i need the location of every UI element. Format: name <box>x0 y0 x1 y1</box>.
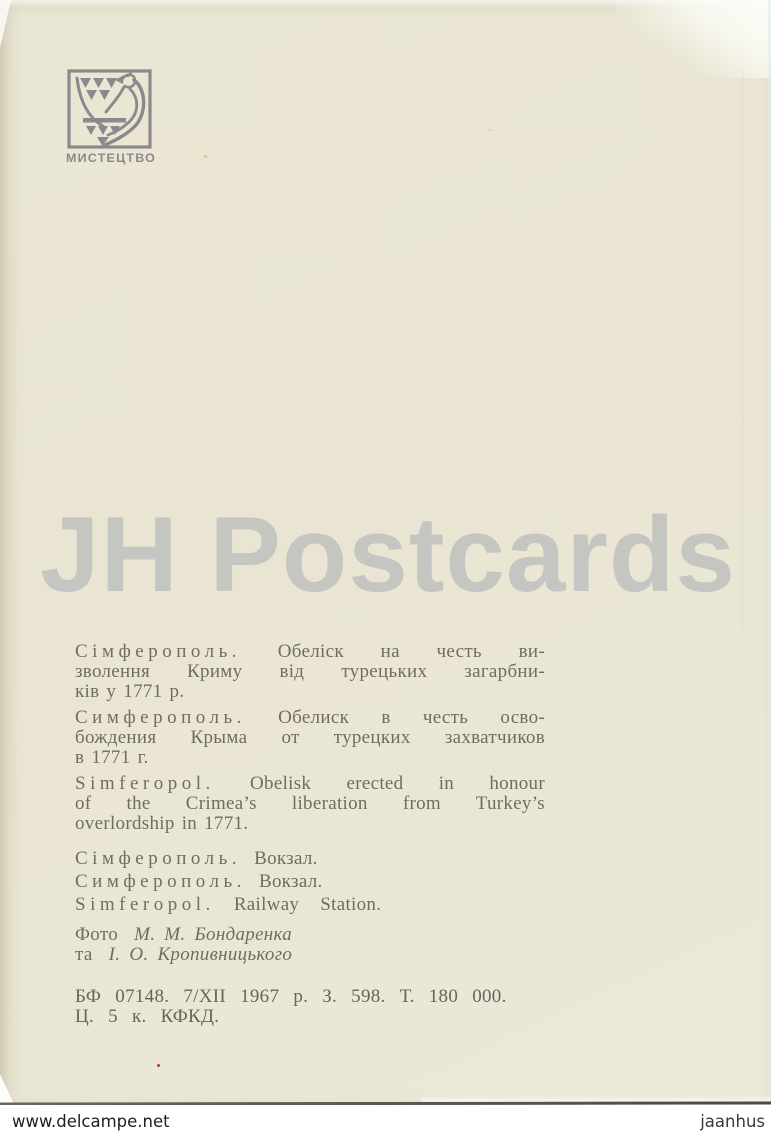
credit-label: Фото <box>75 924 119 945</box>
credit-line <box>75 925 545 945</box>
credit-line <box>75 945 545 965</box>
caption-text: Обелиск в честь осво- <box>278 707 545 728</box>
caption-text: Вокзал. <box>259 871 323 892</box>
delcampe-watermark: www.delcampe.net <box>12 1111 170 1131</box>
caption-line <box>75 708 545 728</box>
station-captions <box>75 847 545 916</box>
caption-lead-word: Сімферополь. <box>75 848 242 869</box>
caption-ukrainian <box>75 642 545 702</box>
caption-text: Обеліск на честь ви- <box>277 641 545 662</box>
publisher-emblem <box>66 69 157 165</box>
credit-label: та <box>75 944 93 965</box>
caption-line: зволення Криму від турецьких загарбни- <box>75 661 545 682</box>
photographer-name: М. М. Бондаренка <box>134 924 293 945</box>
caption-line: overlordship in 1771. <box>75 813 249 834</box>
caption-line: ків у 1771 р. <box>75 681 185 702</box>
caption-russian <box>75 708 545 768</box>
caption-line <box>75 774 545 794</box>
caption-text: Вокзал. <box>254 848 318 869</box>
paper-speck <box>489 129 491 131</box>
scan-background-strip <box>0 1105 771 1132</box>
station-line-english <box>75 893 545 916</box>
caption-text: Obelisk erected in honour <box>250 773 545 794</box>
station-line-ukrainian <box>75 847 545 870</box>
red-speck <box>157 1064 160 1067</box>
imprint-line: Ц. 5 к. КФКД. <box>75 1005 220 1027</box>
paper-crease <box>742 70 743 630</box>
caption-lead-word: Сімферополь. <box>75 641 242 662</box>
mystetstvo-bird-emblem-icon <box>67 69 153 149</box>
imprint-line: БФ 07148. 7/XII 1967 р. З. 598. Т. 180 000. <box>75 986 507 1007</box>
caption-lead-word: Симферополь. <box>75 707 246 728</box>
scan-glare-top-right <box>616 0 771 78</box>
station-line-russian <box>75 870 545 893</box>
paper-speck <box>204 155 207 158</box>
jh-postcards-watermark: JH Postcards <box>40 494 736 614</box>
caption-lead-word: Симферополь. <box>75 871 246 892</box>
caption-line: в 1771 г. <box>75 747 149 768</box>
caption-english <box>75 774 545 834</box>
caption-text: Railway Station. <box>233 894 382 915</box>
caption-line: of the Crimea’s liberation from Turkey’s <box>75 793 545 814</box>
print-imprint <box>75 987 545 1026</box>
jaanhus-watermark: jaanhus <box>700 1111 765 1131</box>
caption-block <box>75 642 545 1026</box>
photo-credits <box>75 925 545 965</box>
caption-line: бождения Крыма от турецких захватчиков <box>75 727 545 748</box>
publisher-name: МИСТЕЦТВО <box>66 151 157 165</box>
caption-lead-word: Simferopol. <box>75 773 215 794</box>
caption-line <box>75 642 545 662</box>
corner-notch-bottom-left <box>0 1074 14 1104</box>
caption-lead-word: Simferopol. <box>75 894 215 915</box>
photographer-name: І. О. Кропивницького <box>108 944 293 965</box>
